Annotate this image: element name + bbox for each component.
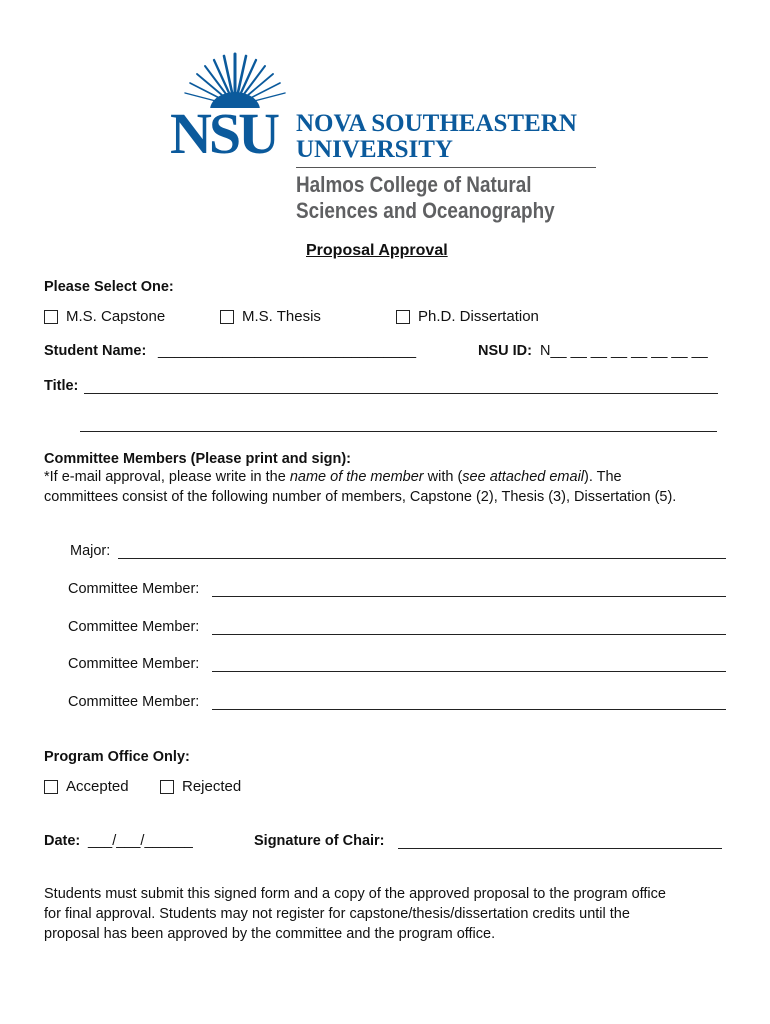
logo-monogram: NSU [170, 101, 278, 166]
major-field[interactable] [118, 558, 726, 559]
date-field[interactable]: ___/___/______ [88, 833, 193, 849]
signature-field[interactable] [398, 848, 722, 849]
nsu-id-field[interactable]: N__ __ __ __ __ __ __ __ [540, 343, 708, 359]
committee-note-line2: committees consist of the following number of members, Capstone (2), Thesis (3), Dissertation (5). [44, 489, 677, 505]
date-label: Date: [44, 833, 81, 849]
committee-note-part3: with ( [423, 469, 463, 485]
nsu-id-label: NSU ID: [478, 343, 532, 359]
committee-note-part2: name of the member [289, 469, 424, 485]
major-label: Major: [70, 543, 111, 559]
logo-college-line1: Halmos College of Natural [296, 172, 532, 197]
committee-member-field-3[interactable] [212, 671, 726, 672]
committee-member-field-1[interactable] [212, 596, 726, 597]
signature-label: Signature of Chair: [254, 833, 385, 849]
title-field-line1[interactable] [84, 393, 718, 394]
logo-university-name-line1: NOVA SOUTHEASTERN [296, 110, 577, 137]
form-title: Proposal Approval [306, 242, 448, 259]
checkbox-rejected[interactable] [160, 780, 174, 794]
title-field-line2[interactable] [80, 431, 717, 432]
committee-note-part5: ). The [584, 469, 622, 485]
option-label-accepted: Accepted [66, 778, 129, 795]
option-label-phd-dissertation: Ph.D. Dissertation [418, 308, 539, 325]
committee-heading: Committee Members (Please print and sign): [44, 451, 351, 467]
checkbox-ms-thesis[interactable] [220, 310, 234, 324]
checkbox-accepted[interactable] [44, 780, 58, 794]
committee-note-line1 [44, 469, 622, 485]
committee-member-label-1: Committee Member: [68, 581, 200, 597]
logo-divider [296, 167, 596, 168]
committee-member-field-4[interactable] [212, 709, 726, 710]
option-label-rejected: Rejected [182, 778, 242, 795]
logo-college-line2: Sciences and Oceanography [296, 198, 555, 223]
option-label-ms-thesis: M.S. Thesis [242, 308, 321, 325]
footer-line1: Students must submit this signed form and a copy of the approved proposal to the program office [44, 886, 666, 902]
committee-member-field-2[interactable] [212, 634, 726, 635]
logo-university-name-line2: UNIVERSITY [296, 136, 453, 163]
option-label-ms-capstone: M.S. Capstone [66, 308, 166, 325]
committee-note-part4: see attached email [462, 469, 585, 485]
student-name-label: Student Name: [44, 343, 147, 359]
checkbox-ms-capstone[interactable] [44, 310, 58, 324]
committee-member-label-2: Committee Member: [68, 619, 200, 635]
committee-note-part1: *If e-mail approval, please write in the [44, 469, 290, 485]
footer-line3: proposal has been approved by the committee and the program office. [44, 926, 496, 942]
title-label: Title: [44, 378, 79, 394]
student-name-field[interactable]: ________________________________ [158, 343, 417, 359]
committee-member-label-4: Committee Member: [68, 694, 200, 710]
footer-line2: for final approval. Students may not register for capstone/thesis/dissertation credits until the [44, 906, 630, 922]
checkbox-phd-dissertation[interactable] [396, 310, 410, 324]
program-office-label: Program Office Only: [44, 749, 190, 765]
nsu-logo [168, 46, 608, 231]
committee-member-label-3: Committee Member: [68, 656, 200, 672]
select-label: Please Select One: [44, 279, 174, 295]
